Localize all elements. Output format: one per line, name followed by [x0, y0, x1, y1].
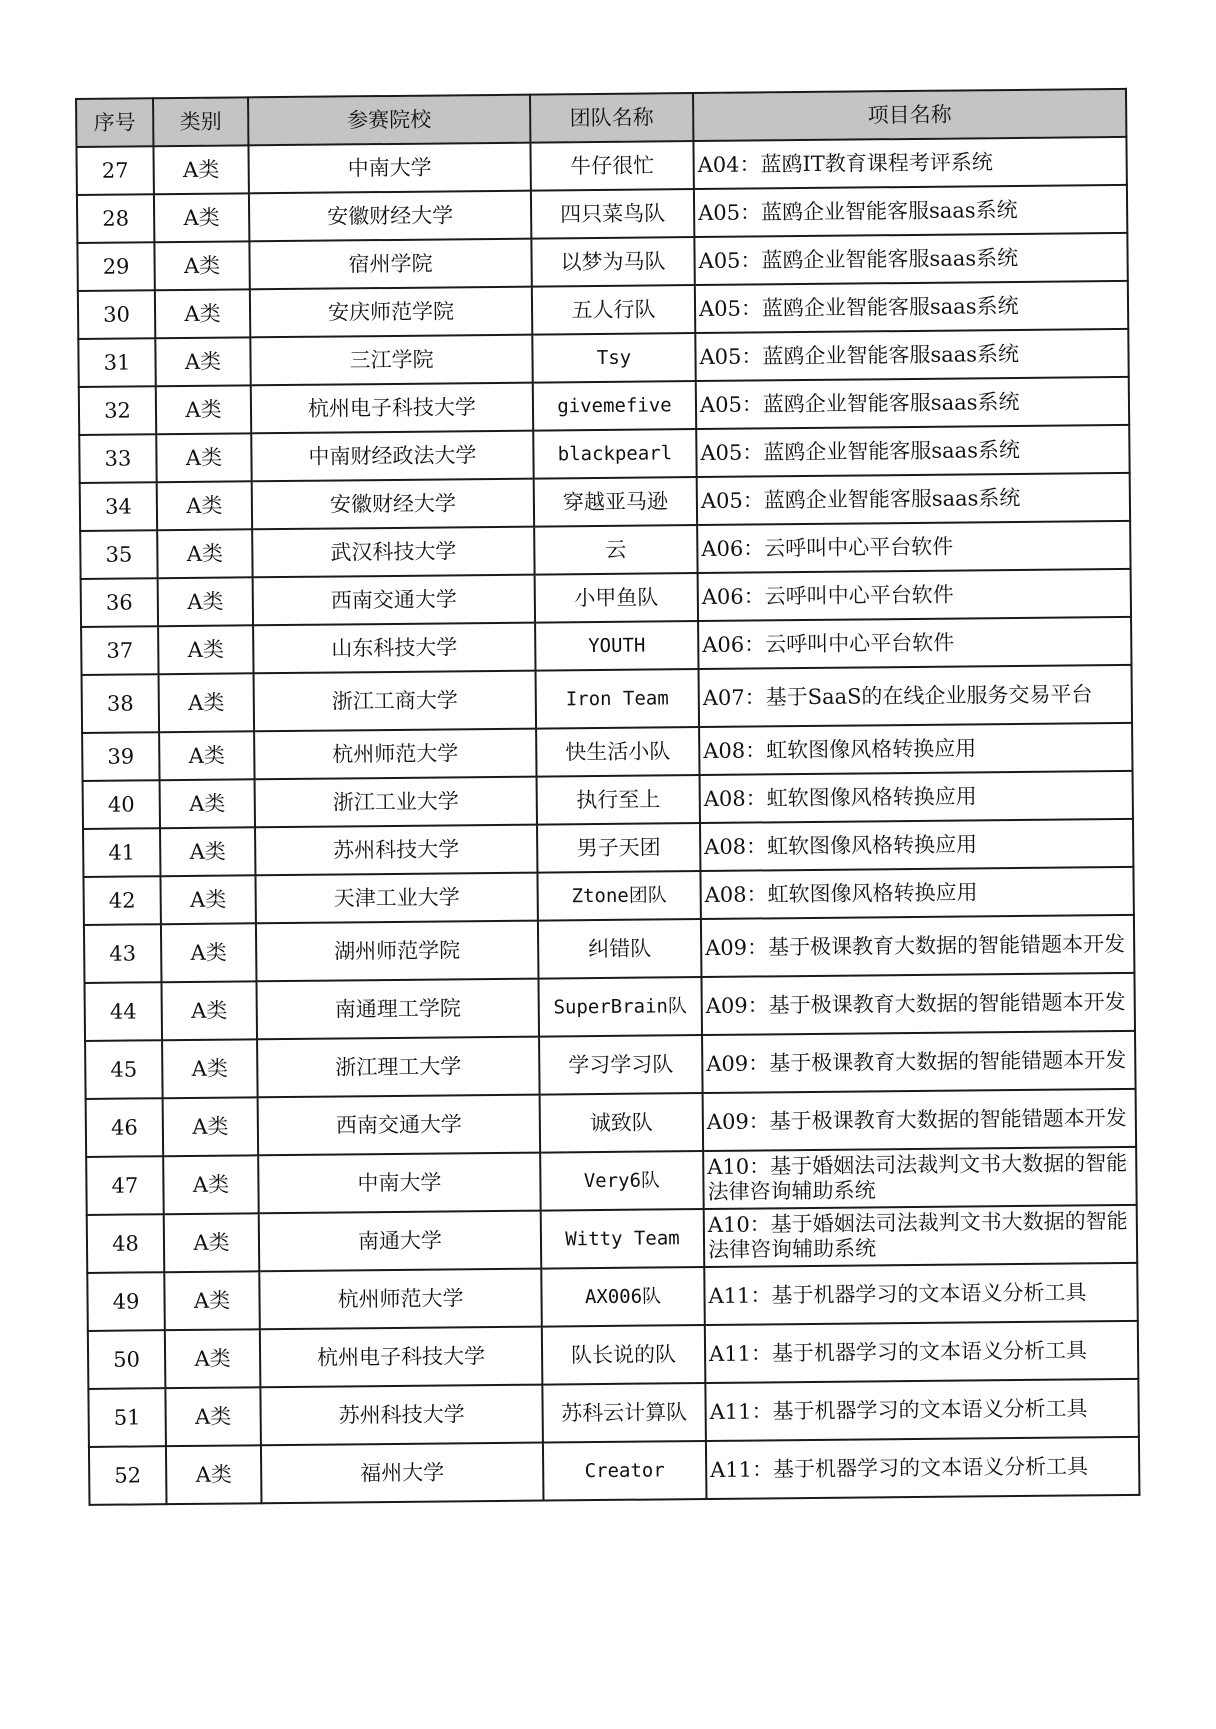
cell-no: 32 — [79, 386, 156, 435]
cell-school: 浙江理工大学 — [257, 1037, 540, 1098]
header-project: 项目名称 — [693, 89, 1126, 141]
results-table — [75, 88, 1140, 1506]
cell-no: 31 — [78, 338, 155, 387]
cell-no: 40 — [83, 780, 160, 829]
cell-category: A类 — [164, 1213, 260, 1272]
table-row — [84, 915, 1135, 983]
cell-school: 浙江工商大学 — [254, 671, 537, 732]
cell-school: 西南交通大学 — [253, 575, 535, 626]
cell-team: blackpearl — [533, 429, 696, 479]
cell-project: A11：基于机器学习的文本语义分析工具 — [704, 1263, 1138, 1325]
cell-school: 中南大学 — [258, 1153, 541, 1214]
cell-team: AX006队 — [541, 1267, 705, 1327]
cell-project: A05：蓝鸥企业智能客服saas系统 — [694, 233, 1127, 285]
cell-team: Very6队 — [540, 1151, 704, 1211]
cell-category: A类 — [157, 529, 252, 578]
cell-school: 南通大学 — [259, 1211, 542, 1272]
cell-team: 男子天团 — [537, 823, 700, 873]
cell-no: 43 — [84, 924, 162, 983]
cell-team: 以梦为马队 — [531, 237, 694, 287]
cell-category: A类 — [161, 981, 257, 1040]
cell-school: 浙江工业大学 — [255, 777, 537, 828]
registration-sheet — [75, 88, 1138, 1506]
cell-school: 中南财经政法大学 — [251, 431, 533, 482]
cell-no: 38 — [82, 674, 160, 733]
cell-no: 48 — [87, 1214, 165, 1273]
table-row — [87, 1263, 1138, 1331]
cell-category: A类 — [162, 1039, 258, 1098]
table-row — [82, 665, 1133, 733]
cell-no: 39 — [82, 732, 159, 781]
cell-team: SuperBrain队 — [538, 977, 702, 1037]
cell-category: A类 — [164, 1271, 260, 1330]
cell-no: 49 — [87, 1272, 165, 1331]
cell-project: A09：基于极课教育大数据的智能错题本开发 — [703, 1089, 1137, 1151]
cell-school: 福州大学 — [261, 1443, 544, 1504]
cell-project: A05：蓝鸥企业智能客服saas系统 — [694, 185, 1127, 237]
table-row — [88, 1379, 1139, 1447]
cell-school: 杭州电子科技大学 — [260, 1327, 543, 1388]
cell-project: A08：虹软图像风格转换应用 — [699, 723, 1132, 775]
cell-school: 杭州师范大学 — [259, 1269, 542, 1330]
cell-school: 安庆师范学院 — [250, 287, 532, 338]
cell-project: A08：虹软图像风格转换应用 — [700, 771, 1133, 823]
cell-team: givemefive — [533, 381, 696, 431]
cell-category: A类 — [155, 337, 250, 386]
cell-school: 三江学院 — [250, 335, 532, 386]
cell-category: A类 — [160, 875, 255, 924]
cell-team: 四只菜鸟队 — [531, 189, 694, 239]
table-body — [76, 137, 1139, 1505]
cell-school: 山东科技大学 — [253, 623, 535, 674]
cell-no: 52 — [89, 1446, 167, 1505]
cell-no: 35 — [80, 530, 157, 579]
cell-team: 小甲鱼队 — [535, 573, 698, 623]
cell-school: 西南交通大学 — [258, 1095, 541, 1156]
cell-category: A类 — [153, 145, 248, 194]
cell-school: 杭州师范大学 — [254, 729, 536, 780]
cell-team: 纠错队 — [538, 919, 702, 979]
cell-team: Witty Team — [541, 1209, 705, 1269]
cell-category: A类 — [154, 241, 249, 290]
cell-category: A类 — [159, 673, 255, 732]
cell-school: 宿州学院 — [249, 239, 531, 290]
cell-no: 45 — [85, 1040, 163, 1099]
header-category: 类别 — [153, 97, 248, 146]
cell-school: 武汉科技大学 — [252, 527, 534, 578]
cell-category: A类 — [157, 481, 252, 530]
cell-project: A05：蓝鸥企业智能客服saas系统 — [695, 281, 1128, 333]
cell-project: A10：基于婚姻法司法裁判文书大数据的智能法律咨询辅助系统 — [703, 1147, 1137, 1209]
cell-team: 牛仔很忙 — [530, 141, 693, 191]
cell-school: 湖州师范学院 — [256, 921, 539, 982]
cell-project: A09：基于极课教育大数据的智能错题本开发 — [702, 1031, 1136, 1093]
cell-project: A06：云呼叫中心平台软件 — [698, 617, 1131, 669]
cell-project: A04：蓝鸥IT教育课程考评系统 — [693, 137, 1126, 189]
table-row — [87, 1205, 1138, 1273]
cell-project: A10：基于婚姻法司法裁判文书大数据的智能法律咨询辅助系统 — [704, 1205, 1138, 1267]
cell-team: 穿越亚马逊 — [534, 477, 697, 527]
cell-category: A类 — [158, 577, 253, 626]
cell-team: Ztone团队 — [537, 871, 700, 921]
cell-school: 苏州科技大学 — [255, 825, 537, 876]
cell-category: A类 — [160, 779, 255, 828]
table-row — [86, 1089, 1137, 1157]
cell-category: A类 — [163, 1155, 259, 1214]
cell-no: 44 — [84, 982, 162, 1041]
cell-no: 51 — [88, 1388, 166, 1447]
cell-team: 诚致队 — [540, 1093, 704, 1153]
cell-project: A08：虹软图像风格转换应用 — [700, 819, 1133, 871]
cell-category: A类 — [161, 923, 257, 982]
cell-team: 快生活小队 — [536, 727, 699, 777]
cell-no: 46 — [86, 1098, 164, 1157]
cell-project: A07：基于SaaS的在线企业服务交易平台 — [699, 665, 1133, 727]
cell-project: A09：基于极课教育大数据的智能错题本开发 — [701, 973, 1135, 1035]
cell-category: A类 — [165, 1329, 261, 1388]
cell-category: A类 — [154, 193, 249, 242]
cell-no: 50 — [88, 1330, 166, 1389]
cell-team: 队长说的队 — [542, 1325, 706, 1385]
cell-no: 33 — [79, 434, 156, 483]
cell-project: A11：基于机器学习的文本语义分析工具 — [705, 1321, 1139, 1383]
cell-project: A05：蓝鸥企业智能客服saas系统 — [697, 473, 1130, 525]
header-no: 序号 — [76, 98, 153, 147]
cell-category: A类 — [155, 289, 250, 338]
table-row — [85, 1031, 1136, 1099]
cell-school: 杭州电子科技大学 — [251, 383, 533, 434]
cell-no: 42 — [83, 876, 160, 925]
cell-project: A11：基于机器学习的文本语义分析工具 — [705, 1379, 1139, 1441]
cell-category: A类 — [163, 1097, 259, 1156]
cell-team: Creator — [543, 1441, 707, 1501]
cell-school: 安徽财经大学 — [252, 479, 534, 530]
cell-category: A类 — [159, 731, 254, 780]
cell-no: 36 — [81, 578, 158, 627]
cell-school: 苏州科技大学 — [260, 1385, 543, 1446]
cell-category: A类 — [166, 1445, 262, 1504]
cell-school: 天津工业大学 — [255, 873, 537, 924]
cell-category: A类 — [165, 1387, 261, 1446]
cell-project: A06：云呼叫中心平台软件 — [697, 521, 1130, 573]
cell-category: A类 — [156, 385, 251, 434]
cell-no: 28 — [77, 194, 154, 243]
cell-team: 学习学习队 — [539, 1035, 703, 1095]
cell-team: 苏科云计算队 — [542, 1383, 706, 1443]
cell-project: A08：虹软图像风格转换应用 — [700, 867, 1133, 919]
cell-category: A类 — [156, 433, 251, 482]
cell-team: YOUTH — [535, 621, 698, 671]
table-row — [84, 973, 1135, 1041]
table-row — [86, 1147, 1137, 1215]
cell-no: 47 — [86, 1156, 164, 1215]
cell-no: 37 — [81, 626, 158, 675]
cell-team: 五人行队 — [532, 285, 695, 335]
cell-project: A06：云呼叫中心平台软件 — [698, 569, 1131, 621]
cell-category: A类 — [160, 827, 255, 876]
cell-school: 南通理工学院 — [256, 979, 539, 1040]
cell-no: 41 — [83, 828, 160, 877]
cell-project: A05：蓝鸥企业智能客服saas系统 — [695, 329, 1128, 381]
cell-team: 执行至上 — [537, 775, 700, 825]
header-team: 团队名称 — [530, 93, 693, 143]
header-school: 参赛院校 — [248, 95, 530, 146]
cell-team: 云 — [534, 525, 697, 575]
cell-team: Iron Team — [536, 669, 700, 729]
cell-school: 中南大学 — [248, 143, 530, 194]
cell-no: 27 — [76, 146, 153, 195]
cell-project: A09：基于极课教育大数据的智能错题本开发 — [701, 915, 1135, 977]
cell-project: A05：蓝鸥企业智能客服saas系统 — [696, 425, 1129, 477]
cell-category: A类 — [158, 625, 253, 674]
cell-school: 安徽财经大学 — [249, 191, 531, 242]
table-row — [88, 1321, 1139, 1389]
cell-project: A11：基于机器学习的文本语义分析工具 — [706, 1437, 1140, 1499]
table-row — [89, 1437, 1140, 1505]
cell-no: 30 — [78, 290, 155, 339]
cell-no: 29 — [77, 242, 154, 291]
cell-no: 34 — [80, 482, 157, 531]
cell-project: A05：蓝鸥企业智能客服saas系统 — [696, 377, 1129, 429]
cell-team: Tsy — [532, 333, 695, 383]
